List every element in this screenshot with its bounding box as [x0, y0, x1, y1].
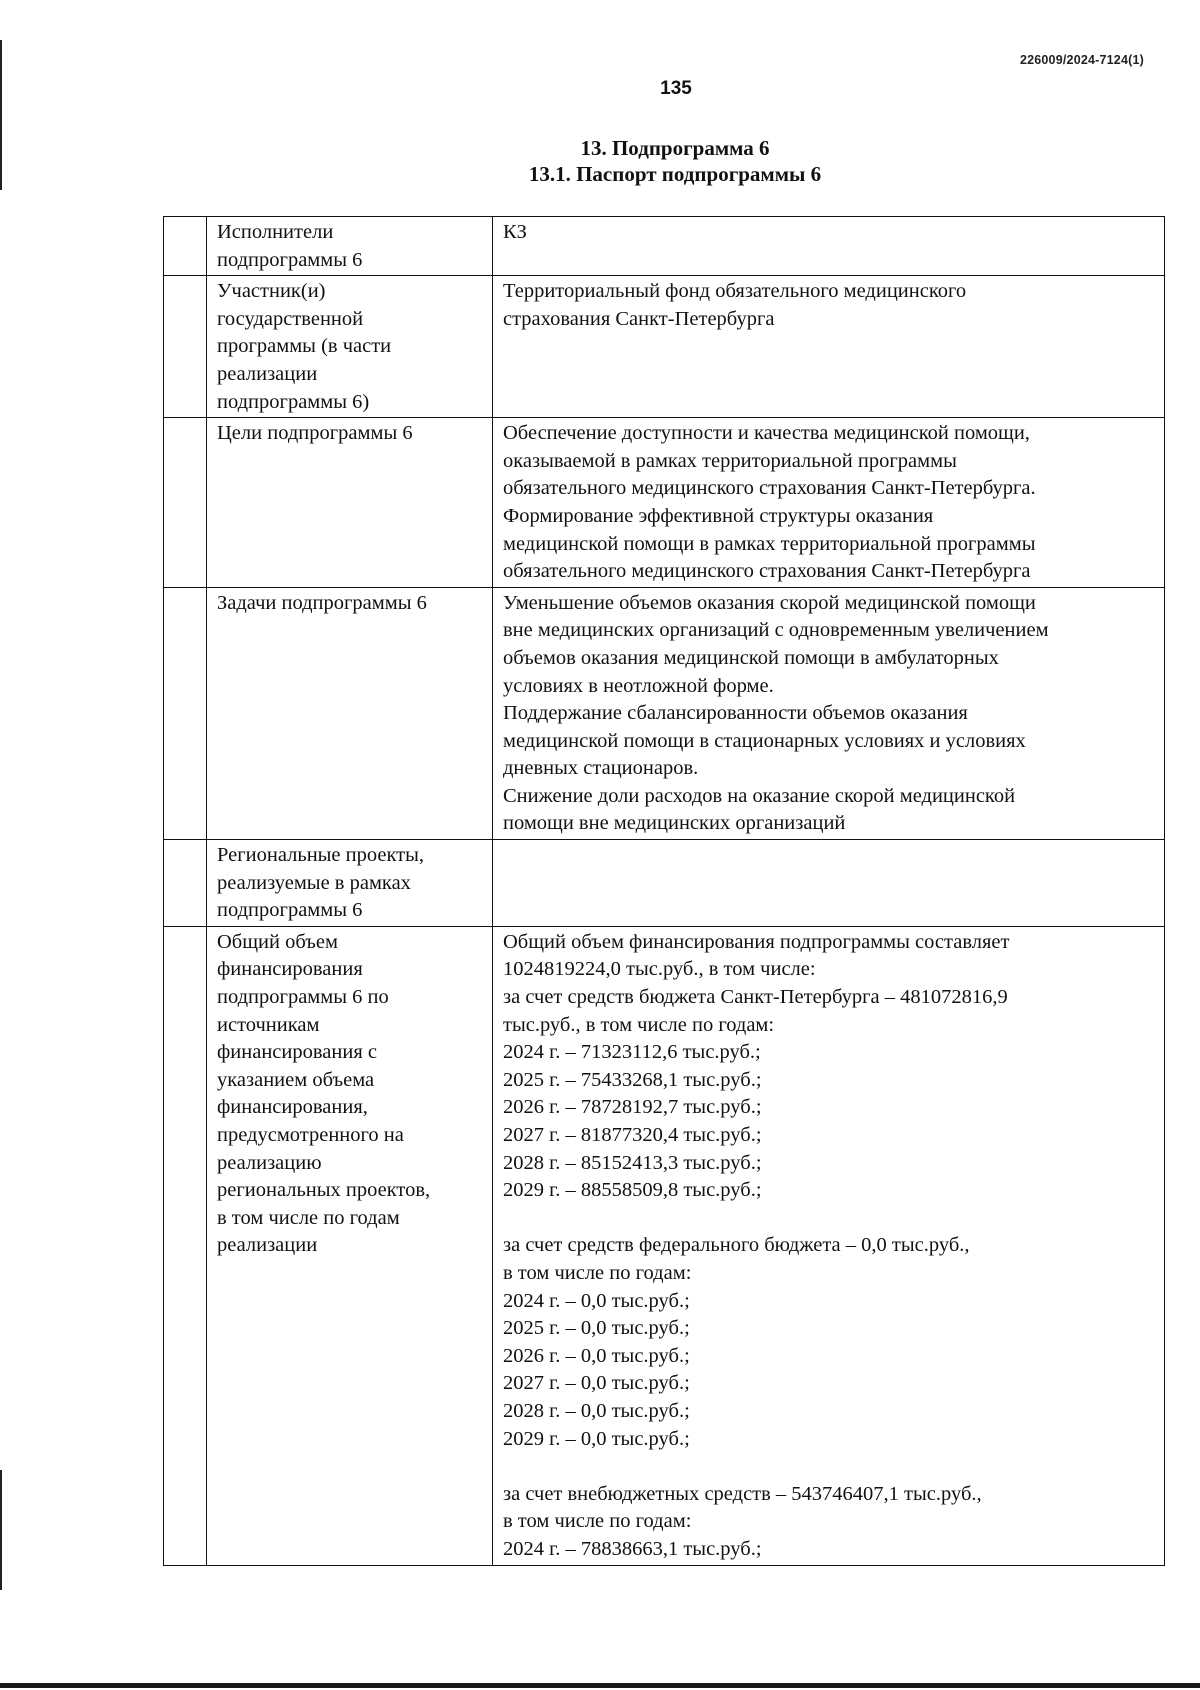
passport-value-cell	[493, 418, 1165, 588]
scan-edge-mark	[0, 1470, 2, 1590]
value-line: 2025 г. – 0,0 тыс.руб.;	[503, 1317, 690, 1340]
value-line: Общий объем финансирования подпрограммы составляет	[503, 930, 1010, 953]
value-line: Территориальный фонд обязательного медицинского	[503, 280, 967, 303]
label-line: финансирования,	[217, 1096, 368, 1119]
label-line: подпрограммы 6	[217, 248, 363, 271]
label-line: Участник(и)	[217, 280, 326, 303]
label-line: подпрограммы 6 по	[217, 986, 389, 1009]
passport-label-cell	[207, 418, 493, 588]
value-line: Формирование эффективной структуры оказания	[503, 504, 934, 527]
passport-value-cell	[493, 840, 1165, 927]
label-line: реализуемые в рамках	[217, 871, 411, 894]
value-line: 2027 г. – 81877320,4 тыс.руб.;	[503, 1124, 762, 1146]
label-line: предусмотренного на	[217, 1124, 404, 1146]
value-line: за счет внебюджетных средств – 543746407,1 тыс.руб.,	[503, 1482, 982, 1505]
passport-table-body	[164, 217, 1165, 1566]
scan-bottom-edge	[0, 1683, 1200, 1688]
passport-value-cell	[493, 926, 1165, 1565]
value-line: вне медицинских организаций с одновременным увеличением	[503, 619, 1049, 642]
passport-row	[164, 840, 1165, 927]
label-line: финансирования	[217, 958, 363, 981]
row-index-cell	[164, 926, 207, 1565]
value-line: Обеспечение доступности и качества медицинской помощи,	[503, 422, 1030, 445]
value-line: КЗ	[503, 221, 527, 243]
label-line: указанием объема	[217, 1068, 375, 1091]
passport-value-cell	[493, 276, 1165, 418]
section-heading: 13. Подпрограмма 6	[580, 136, 770, 160]
row-index-cell	[164, 840, 207, 927]
passport-label-cell	[207, 926, 493, 1565]
label-line: Цели подпрограммы 6	[217, 422, 413, 445]
page-number: 135	[660, 78, 692, 99]
label-line: региональных проектов,	[217, 1179, 431, 1202]
value-line: оказываемой в рамках территориальной программы	[503, 449, 957, 472]
value-line: 2024 г. – 71323112,6 тыс.руб.;	[503, 1041, 761, 1064]
value-line: 2026 г. – 0,0 тыс.руб.;	[503, 1344, 690, 1367]
row-index-cell	[164, 276, 207, 418]
label-line: программы (в части	[217, 335, 392, 358]
value-line: Снижение доли расходов на оказание скорой медицинской	[503, 784, 1016, 807]
label-line: источникам	[217, 1013, 320, 1036]
label-line: подпрограммы 6)	[217, 390, 370, 413]
row-index-cell	[164, 217, 207, 276]
passport-value-cell	[493, 587, 1165, 839]
passport-label-cell	[207, 217, 493, 276]
subsection-heading: 13.1. Паспорт подпрограммы 6	[528, 162, 822, 186]
passport-row	[164, 926, 1165, 1565]
value-line: за счет средств бюджета Санкт-Петербурга – 481072816,9	[503, 986, 1008, 1009]
passport-row	[164, 418, 1165, 588]
value-line: объемов оказания медицинской помощи в амбулаторных	[503, 646, 999, 669]
value-line: за счет средств федерального бюджета – 0,0 тыс.руб.,	[503, 1234, 970, 1257]
label-line: государственной	[217, 307, 364, 330]
value-line: 2029 г. – 0,0 тыс.руб.;	[503, 1427, 690, 1450]
value-line: тыс.руб., в том числе по годам:	[503, 1013, 775, 1036]
value-line: помощи вне медицинских организаций	[503, 812, 846, 835]
label-line: финансирования с	[217, 1041, 377, 1064]
value-line: обязательного медицинского страхования Санкт-Петербурга.	[503, 477, 1036, 500]
row-index-cell	[164, 587, 207, 839]
value-line: страхования Санкт-Петербурга	[503, 307, 775, 330]
value-line: медицинской помощи в стационарных условиях и условиях	[503, 729, 1026, 752]
value-spacer	[503, 1453, 1158, 1481]
value-line: медицинской помощи в рамках территориальной программы	[503, 532, 1036, 555]
value-line: Уменьшение объемов оказания скорой медицинской помощи	[503, 591, 1036, 614]
label-line: подпрограммы 6	[217, 899, 363, 922]
value-line: 2024 г. – 78838663,1 тыс.руб.;	[503, 1537, 762, 1560]
value-line: 2029 г. – 88558509,8 тыс.руб.;	[503, 1179, 762, 1202]
label-line: реализации	[217, 362, 318, 385]
value-line: обязательного медицинского страхования Санкт-Петербурга	[503, 560, 1031, 583]
document-number: 226009/2024-7124(1)	[1019, 53, 1144, 67]
value-line: дневных стационаров.	[503, 757, 699, 780]
label-line: Региональные проекты,	[217, 844, 425, 867]
value-line: 2026 г. – 78728192,7 тыс.руб.;	[503, 1096, 762, 1119]
passport-value-cell	[493, 217, 1165, 276]
value-line: в том числе по годам:	[503, 1510, 692, 1533]
label-line: Исполнители	[217, 221, 334, 243]
passport-row	[164, 276, 1165, 418]
passport-row	[164, 587, 1165, 839]
value-line: условиях в неотложной форме.	[503, 674, 774, 697]
label-line: Задачи подпрограммы 6	[217, 591, 427, 614]
label-line: реализацию	[217, 1151, 322, 1174]
passport-row	[164, 217, 1165, 276]
label-line: реализации	[217, 1234, 318, 1257]
label-line: в том числе по годам	[217, 1206, 400, 1229]
value-line: 2028 г. – 0,0 тыс.руб.;	[503, 1399, 690, 1422]
passport-label-cell	[207, 840, 493, 927]
subprogram-passport-table	[163, 216, 1165, 1566]
label-line: Общий объем	[217, 930, 338, 953]
value-line: 2024 г. – 0,0 тыс.руб.;	[503, 1289, 690, 1312]
value-line: 2025 г. – 75433268,1 тыс.руб.;	[503, 1068, 762, 1091]
value-line: Поддержание сбалансированности объемов оказания	[503, 702, 968, 725]
value-line: 1024819224,0 тыс.руб., в том числе:	[503, 958, 816, 981]
value-line: 2028 г. – 85152413,3 тыс.руб.;	[503, 1151, 762, 1174]
value-line: в том числе по годам:	[503, 1261, 692, 1284]
passport-label-cell	[207, 276, 493, 418]
row-index-cell	[164, 418, 207, 588]
value-spacer	[503, 1205, 1158, 1233]
value-line: 2027 г. – 0,0 тыс.руб.;	[503, 1372, 690, 1395]
passport-label-cell	[207, 587, 493, 839]
